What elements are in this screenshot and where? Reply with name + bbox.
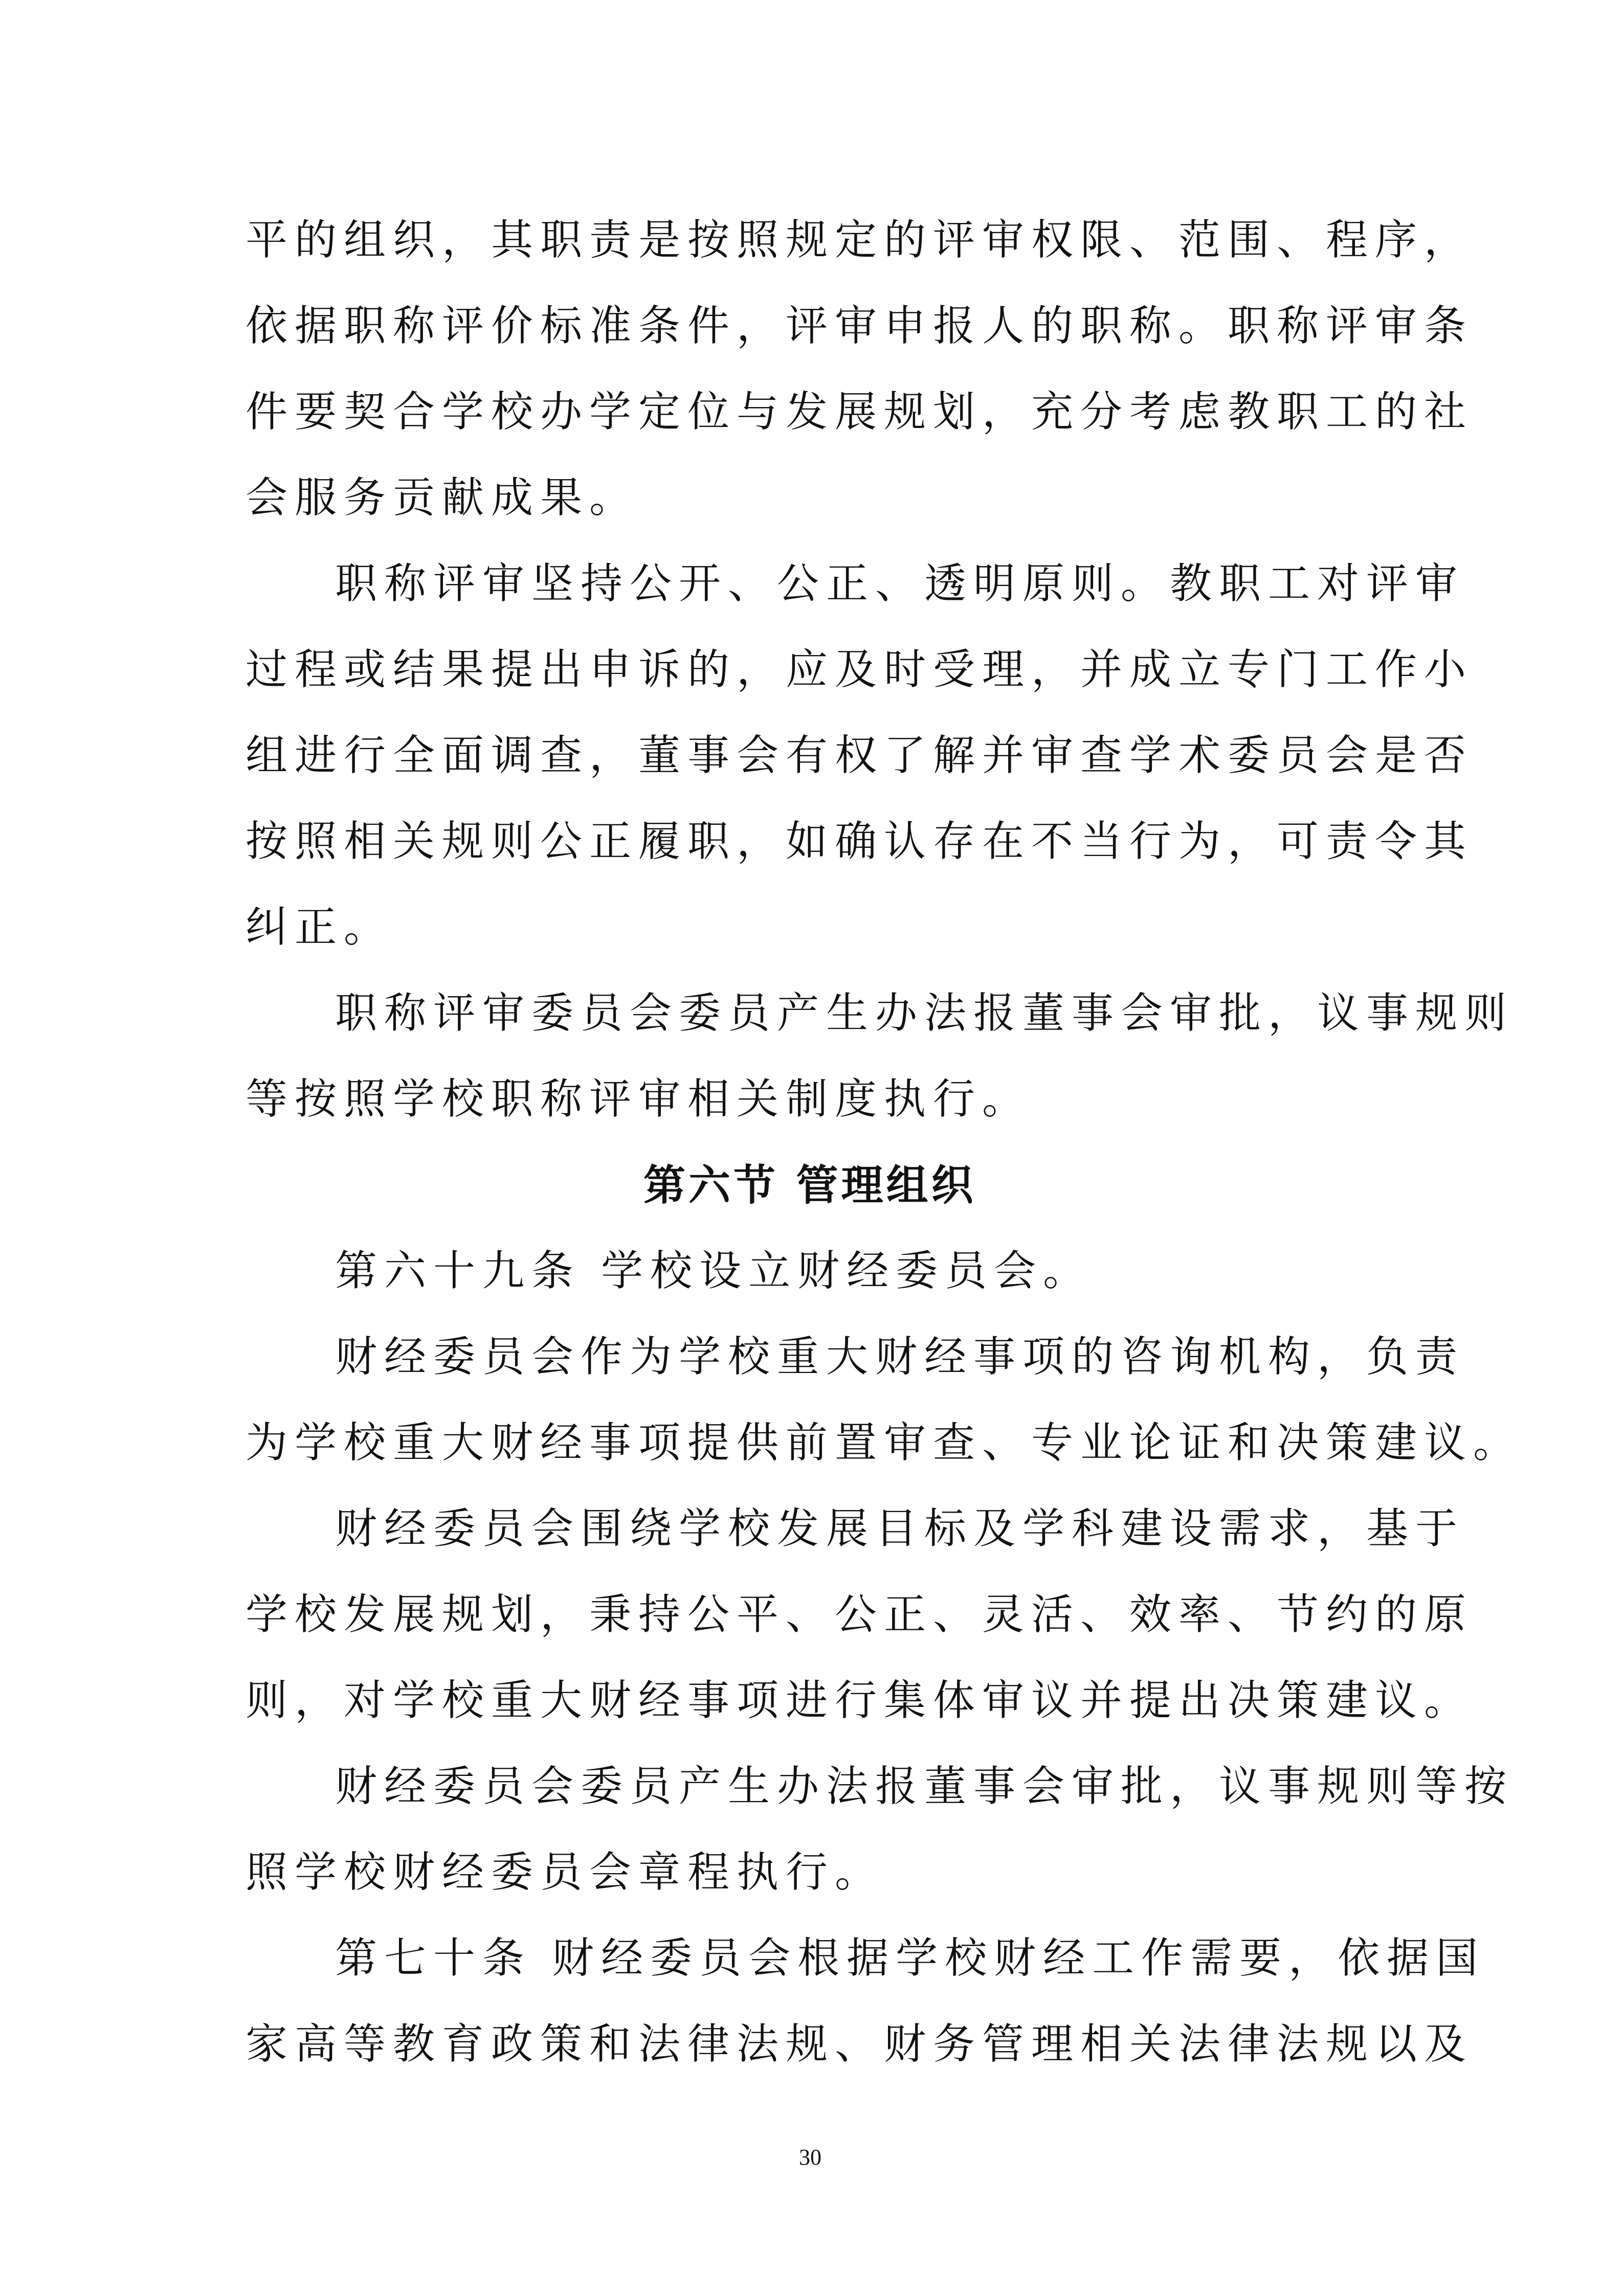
text-line-15: 财经委员会围绕学校发展目标及学科建设需求，基于 (335, 1504, 1465, 1553)
text-line-10: 职称评审委员会委员产生办法报董事会审批，议事规则 (335, 989, 1514, 1038)
text-line-20: 第七十条 财经委员会根据学校财经工作需要，依据国 (335, 1934, 1485, 1983)
text-line-19: 照学校财经委员会章程执行。 (246, 1848, 884, 1897)
text-line-7: 组进行全面调查，董事会有权了解并审查学术委员会是否 (246, 731, 1474, 780)
text-line-12: 第六十九条 学校设立财经委员会。 (335, 1247, 1093, 1295)
text-line-16: 学校发展规划，秉持公平、公正、灵活、效率、节约的原 (246, 1590, 1474, 1639)
text-line-1: 平的组织，其职责是按照规定的评审权限、范围、程序， (246, 216, 1474, 264)
text-line-18: 财经委员会委员产生办法报董事会审批，议事规则等按 (335, 1762, 1514, 1811)
text-line-8: 按照相关规则公正履职，如确认存在不当行为，可责令其 (246, 817, 1474, 866)
text-line-21: 家高等教育政策和法律法规、财务管理相关法律法规以及 (246, 2020, 1474, 2068)
text-line-17: 则，对学校重大财经事项进行集体审议并提出决策建议。 (246, 1676, 1474, 1725)
text-line-13: 财经委员会作为学校重大财经事项的咨询机构，负责 (335, 1333, 1465, 1381)
text-line-6: 过程或结果提出申诉的，应及时受理，并成立专门工作小 (246, 645, 1474, 694)
text-line-11: 等按照学校职称评审相关制度执行。 (246, 1075, 1032, 1123)
text-line-3: 件要契合学校办学定位与发展规划，充分考虑教职工的社 (246, 388, 1474, 436)
text-line-2: 依据职称评价标准条件，评审申报人的职称。职称评审条 (246, 302, 1474, 350)
text-line-14: 为学校重大财经事项提供前置审查、专业论证和决策建议。 (246, 1419, 1523, 1467)
text-line-5: 职称评审坚持公开、公正、透明原则。教职工对评审 (335, 559, 1465, 608)
page-number: 30 (799, 2145, 821, 2170)
section-heading: 第六节 管理组织 (643, 1161, 976, 1210)
text-line-9: 纠正。 (246, 903, 393, 952)
text-line-4: 会服务贡献成果。 (246, 474, 639, 522)
